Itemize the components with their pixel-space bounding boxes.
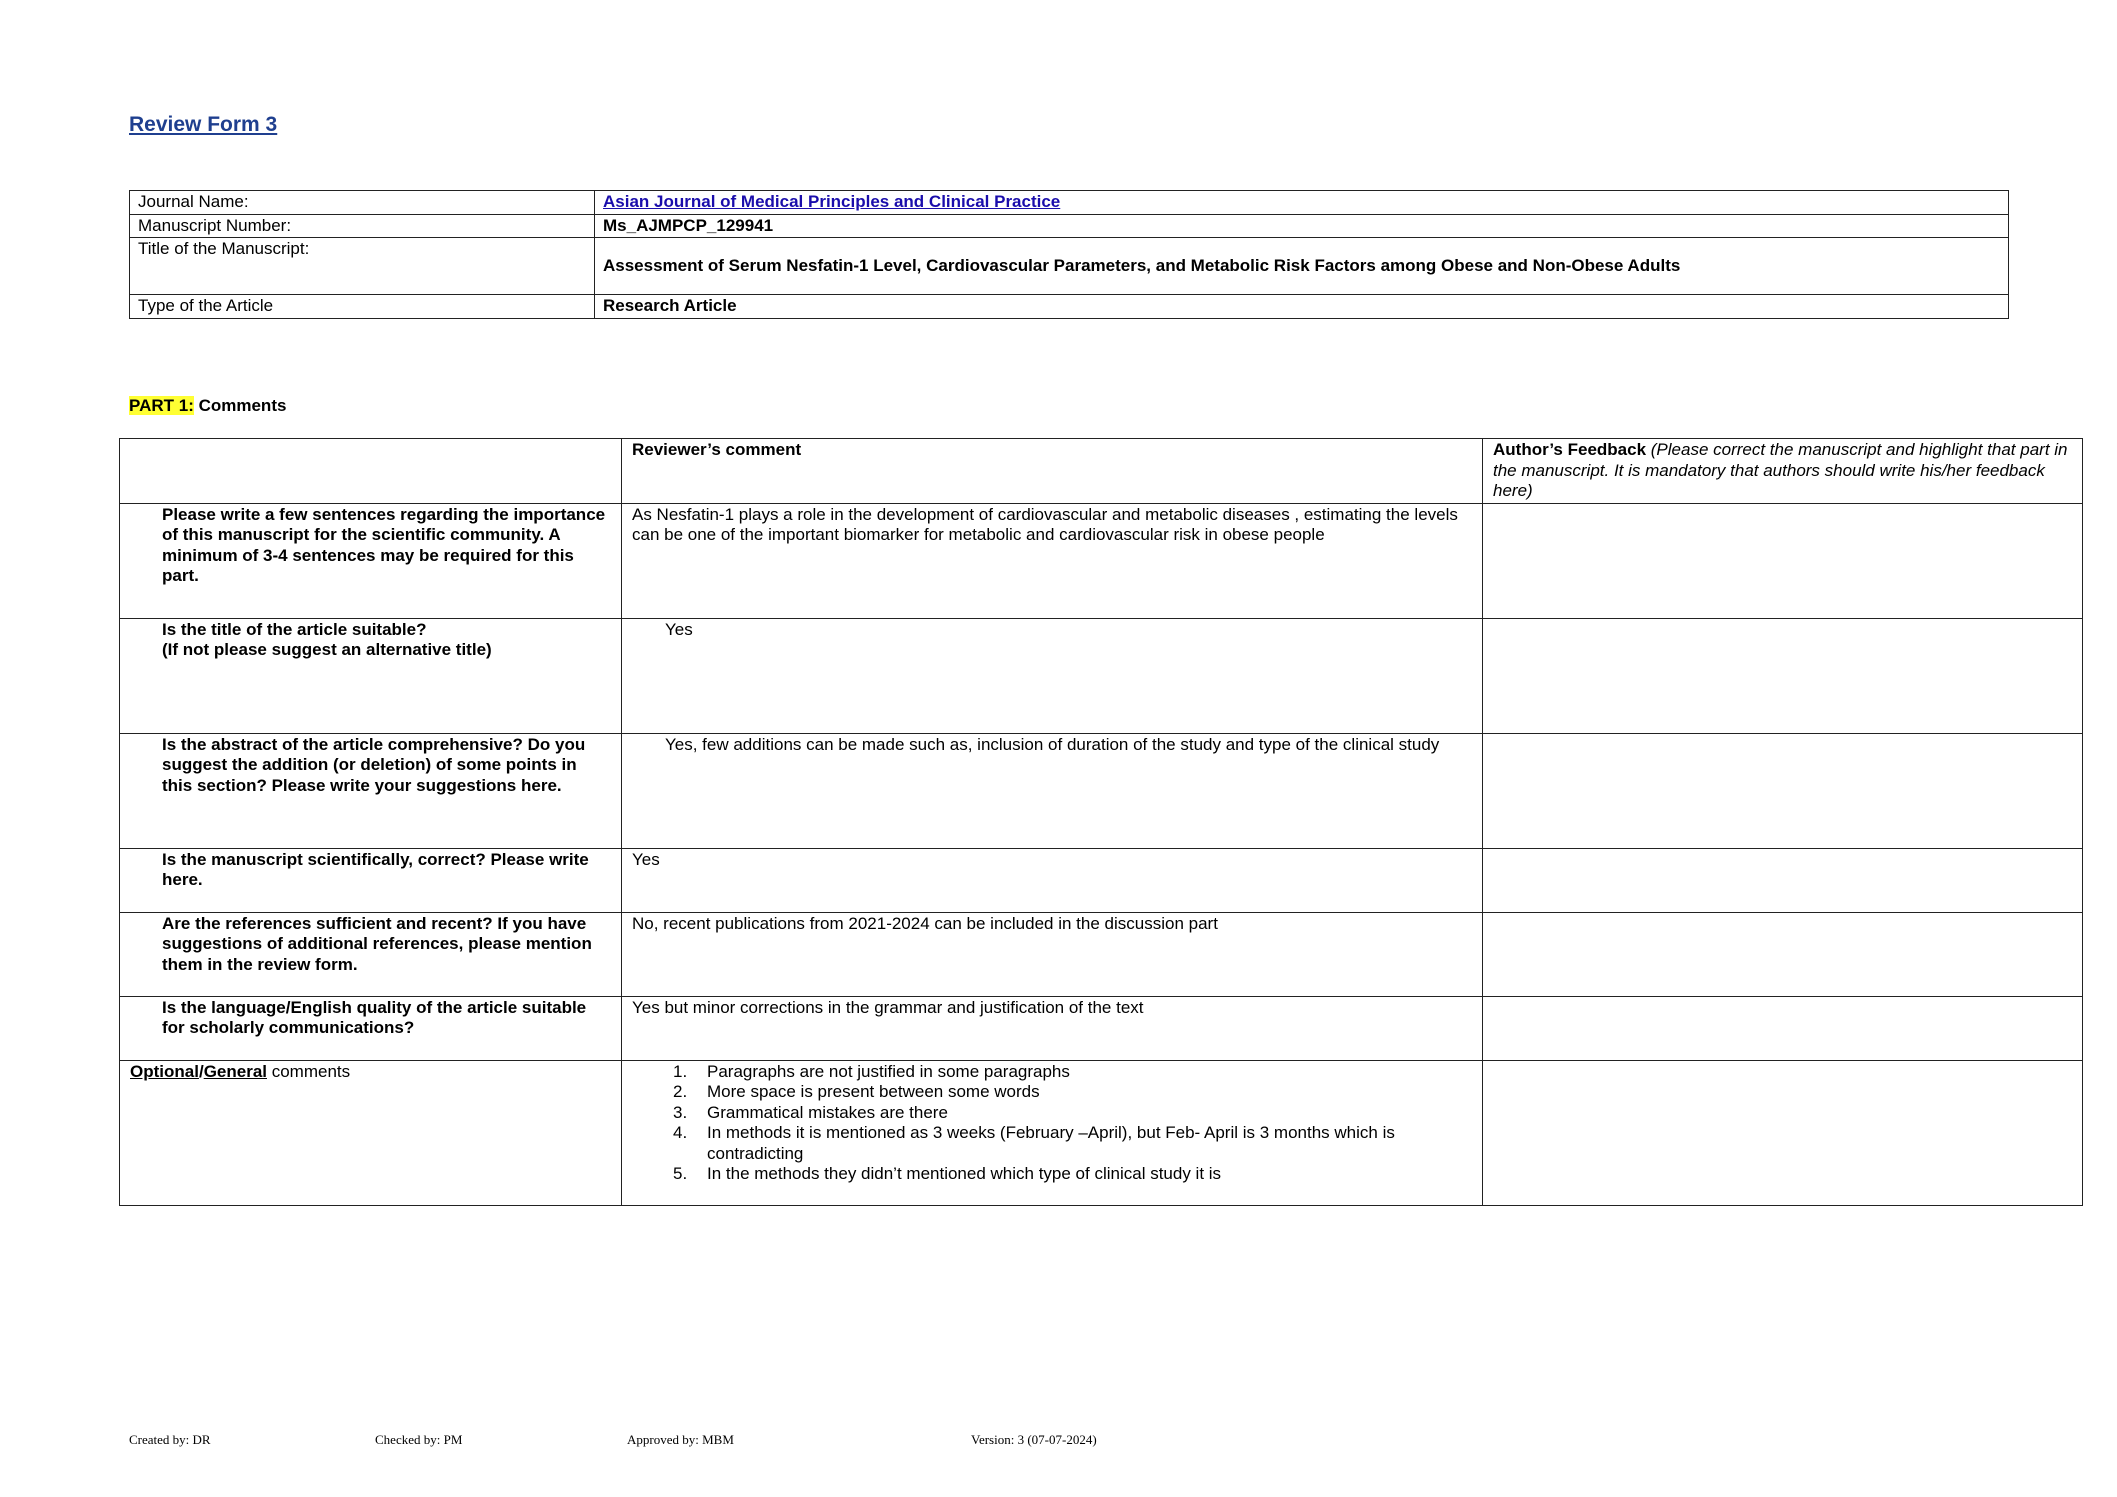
optional-label-part: Optional <box>130 1061 199 1081</box>
reviewer-comment-cell: Yes but minor corrections in the grammar and justification of the text <box>622 996 1483 1060</box>
journal-label: Journal Name: <box>130 191 595 215</box>
footer-version: Version: 3 (07-07-2024) <box>971 1432 1097 1447</box>
author-feedback-cell[interactable] <box>1483 618 2083 733</box>
question-cell <box>120 618 622 733</box>
question-cell: Is the abstract of the article comprehensive? Do you suggest the addition (or deletion) of some points in this section? Please write your suggestions here. <box>120 733 622 848</box>
list-item: 2. More space is present between some words <box>673 1082 1040 1101</box>
author-feedback-cell[interactable] <box>1483 733 2083 848</box>
author-feedback-cell[interactable] <box>1483 848 2083 912</box>
comments-table <box>119 438 2083 1206</box>
question-line: Is the title of the article suitable? <box>162 619 427 639</box>
reviewer-comment-cell: Yes <box>622 848 1483 912</box>
question-cell: Please write a few sentences regarding the importance of this manuscript for the scientific community. A minimum of 3-4 sentences may be required for this part. <box>120 503 622 618</box>
optional-comments-row <box>120 1060 2083 1205</box>
author-feedback-cell[interactable] <box>1483 996 2083 1060</box>
author-feedback-cell[interactable] <box>1483 503 2083 618</box>
manuscript-number-label: Manuscript Number: <box>130 214 595 238</box>
reviewer-comment-cell: Yes <box>622 618 1483 733</box>
list-item: 4. In methods it is mentioned as 3 weeks (February –April), but Feb- April is 3 months which is contradicting <box>673 1123 1395 1163</box>
question-cell: Are the references sufficient and recent? If you have suggestions of additional references, please mention them in the review form. <box>120 912 622 996</box>
author-feedback-cell[interactable] <box>1483 912 2083 996</box>
footer-created-by: Created by: DR <box>129 1432 211 1447</box>
author-feedback-header <box>1483 439 2083 504</box>
table-row <box>120 848 2083 912</box>
list-item: 1. Paragraphs are not justified in some paragraphs <box>673 1061 1070 1081</box>
table-row <box>120 912 2083 996</box>
journal-value <box>595 191 2009 215</box>
manuscript-title-label: Title of the Manuscript: <box>130 238 595 295</box>
optional-comments-list <box>632 1062 1472 1185</box>
table-row <box>120 733 2083 848</box>
table-row <box>120 503 2083 618</box>
author-feedback-cell[interactable] <box>1483 1060 2083 1205</box>
part1-label: PART 1: <box>129 396 194 415</box>
optional-label-suffix: comments <box>267 1061 351 1081</box>
list-item: 5. In the methods they didn’t mentioned which type of clinical study it is <box>673 1164 1222 1183</box>
manuscript-number-value: Ms_AJMPCP_129941 <box>595 214 2009 238</box>
header-empty-cell <box>120 439 622 504</box>
journal-link[interactable]: Asian Journal of Medical Principles and Clinical Practice <box>603 192 1061 211</box>
question-cell: Is the language/English quality of the article suitable for scholarly communications? <box>120 996 622 1060</box>
general-label-part: General <box>203 1061 267 1081</box>
part1-heading <box>129 396 286 416</box>
article-type-label: Type of the Article <box>130 295 595 319</box>
article-type-value: Research Article <box>595 295 2009 319</box>
reviewer-comment-cell: Yes, few additions can be made such as, inclusion of duration of the study and type of the clinical study <box>622 733 1483 848</box>
manuscript-title-row <box>130 238 2009 295</box>
optional-comments-cell <box>622 1060 1483 1205</box>
manuscript-number-row <box>130 214 2009 238</box>
manuscript-title-value: Assessment of Serum Nesfatin-1 Level, Cardiovascular Parameters, and Metabolic Risk Factors among Obese and Non-Obese Adults <box>595 238 2009 295</box>
optional-comments-label <box>120 1060 622 1205</box>
comments-header-row <box>120 439 2083 504</box>
question-cell: Is the manuscript scientifically, correct? Please write here. <box>120 848 622 912</box>
reviewer-comment-header: Reviewer’s comment <box>622 439 1483 504</box>
author-feedback-title: Author’s Feedback <box>1493 440 1647 459</box>
table-row <box>120 996 2083 1060</box>
footer-checked-by: Checked by: PM <box>375 1432 463 1447</box>
question-line: (If not please suggest an alternative title) <box>162 640 492 659</box>
reviewer-comment-cell: As Nesfatin-1 plays a role in the development of cardiovascular and metabolic diseases , estimating the levels can be one of the important biomarker for metabolic and cardiovascular risk in obese people <box>622 503 1483 618</box>
author-feedback-note: (Please correct the manuscript and highlight that part in the manuscript. It is mandatory that authors should write his/her feedback here) <box>1493 440 2068 500</box>
article-type-row <box>130 295 2009 319</box>
list-item: 3. Grammatical mistakes are there <box>673 1102 948 1122</box>
table-row <box>120 618 2083 733</box>
reviewer-comment-cell: No, recent publications from 2021-2024 can be included in the discussion part <box>622 912 1483 996</box>
part1-suffix: Comments <box>193 396 287 415</box>
manuscript-info-table <box>129 190 2009 319</box>
optional-label-sep: / <box>198 1061 204 1081</box>
form-title: Review Form 3 <box>129 113 278 136</box>
journal-row <box>130 191 2009 215</box>
footer-approved-by: Approved by: MBM <box>627 1432 734 1447</box>
